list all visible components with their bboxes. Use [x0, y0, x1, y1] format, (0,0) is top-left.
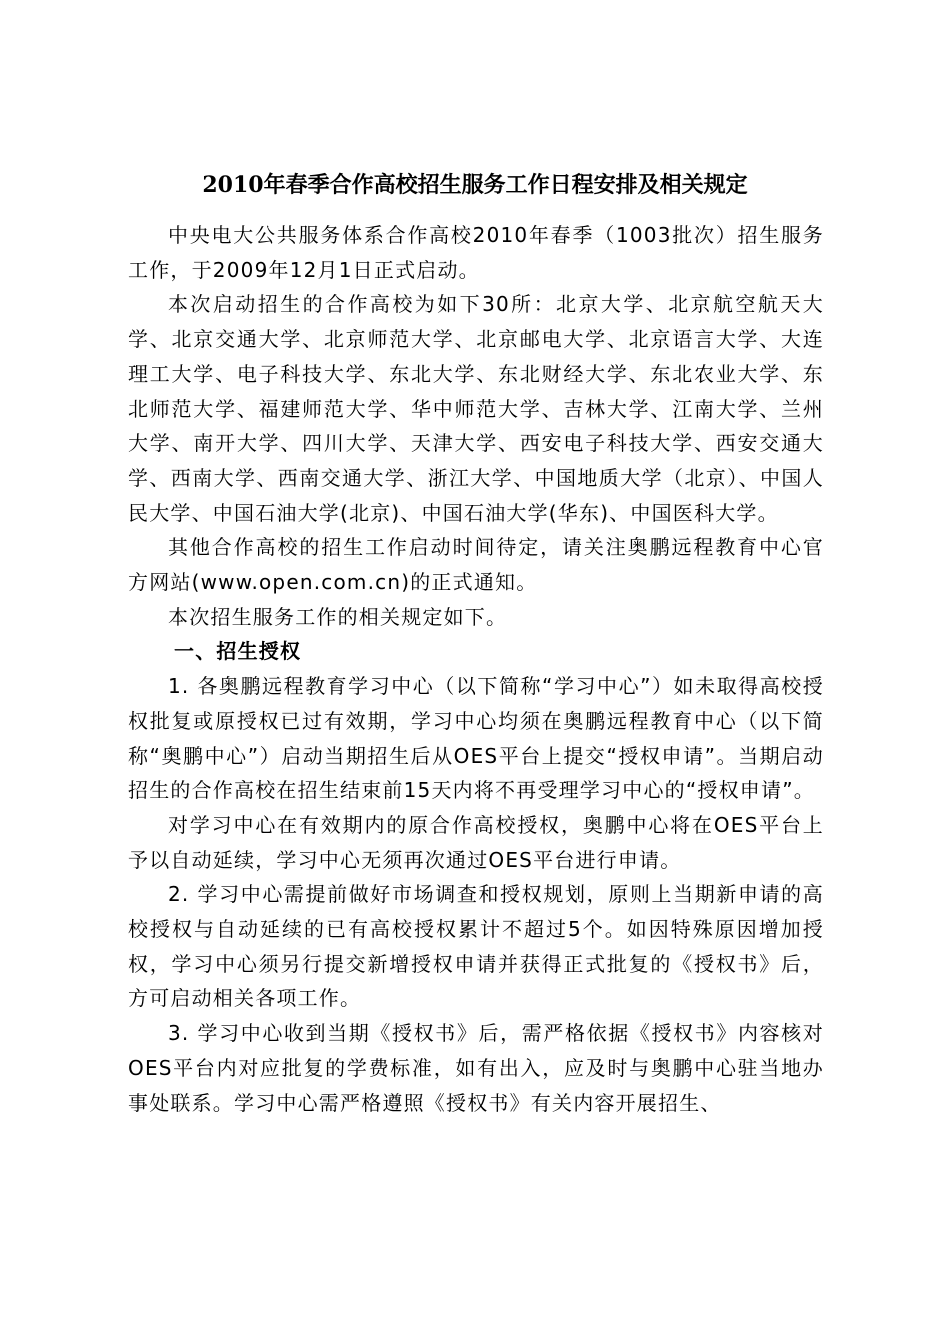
paragraph-rule-1: 1. 各奥鹏远程教育学习中心（以下简称“学习中心”）如未取得高校授权批复或原授权已过有效期，学习中心均须在奥鹏远程教育中心（以下简称“奥鹏中心”）启动当期招生后从OES平台上提交“授权申请”。当期启动招生的合作高校在招生结束前15天内将不再受理学习中心的“授权申请”。: [128, 674, 824, 803]
paragraph-other-universities: 其他合作高校的招生工作启动时间待定，请关注奥鹏远程教育中心官方网站(www.open.com.cn)的正式通知。: [128, 535, 824, 595]
paragraph-launch-date: 中央电大公共服务体系合作高校2010年春季（1003批次）招生服务工作，于2009年12月1日正式启动。: [128, 223, 824, 282]
section-heading-enrollment-authorization: 一、招生授权: [174, 639, 302, 664]
paragraph-rule-1-extension: 对学习中心在有效期内的原合作高校授权，奥鹏中心将在OES平台上予以自动延续，学习中心无须再次通过OES平台进行申请。: [128, 812, 824, 872]
document-title: 2010年春季合作高校招生服务工作日程安排及相关规定: [202, 172, 748, 198]
document-body: [128, 218, 824, 1120]
paragraph-university-list: 本次启动招生的合作高校为如下30所：北京大学、北京航空航天大学、北京交通大学、北京师范大学、北京邮电大学、北京语言大学、大连理工大学、电子科技大学、东北大学、东北财经大学、东北农业大学、东北师范大学、福建师范大学、华中师范大学、吉林大学、江南大学、兰州大学、南开大学、四川大学、天津大学、西安电子科技大学、西安交通大学、西南大学、西南交通大学、浙江大学、中国地质大学（北京）、中国人民大学、中国石油大学(北京)、中国石油大学(华东)、中国医科大学。: [128, 292, 824, 525]
paragraph-rules-intro: 本次招生服务工作的相关规定如下。: [168, 604, 508, 629]
paragraph-rule-2: 2. 学习中心需提前做好市场调查和授权规划，原则上当期新申请的高校授权与自动延续的已有高校授权累计不超过5个。如因特殊原因增加授权，学习中心须另行提交新增授权申请并获得正式批复的《授权书》后，方可启动相关各项工作。: [128, 882, 824, 1011]
paragraph-rule-3: 3. 学习中心收到当期《授权书》后，需严格依据《授权书》内容核对OES平台内对应批复的学费标准，如有出入，应及时与奥鹏中心驻当地办事处联系。学习中心需严格遵照《授权书》有关内容开展招生、: [128, 1021, 824, 1115]
